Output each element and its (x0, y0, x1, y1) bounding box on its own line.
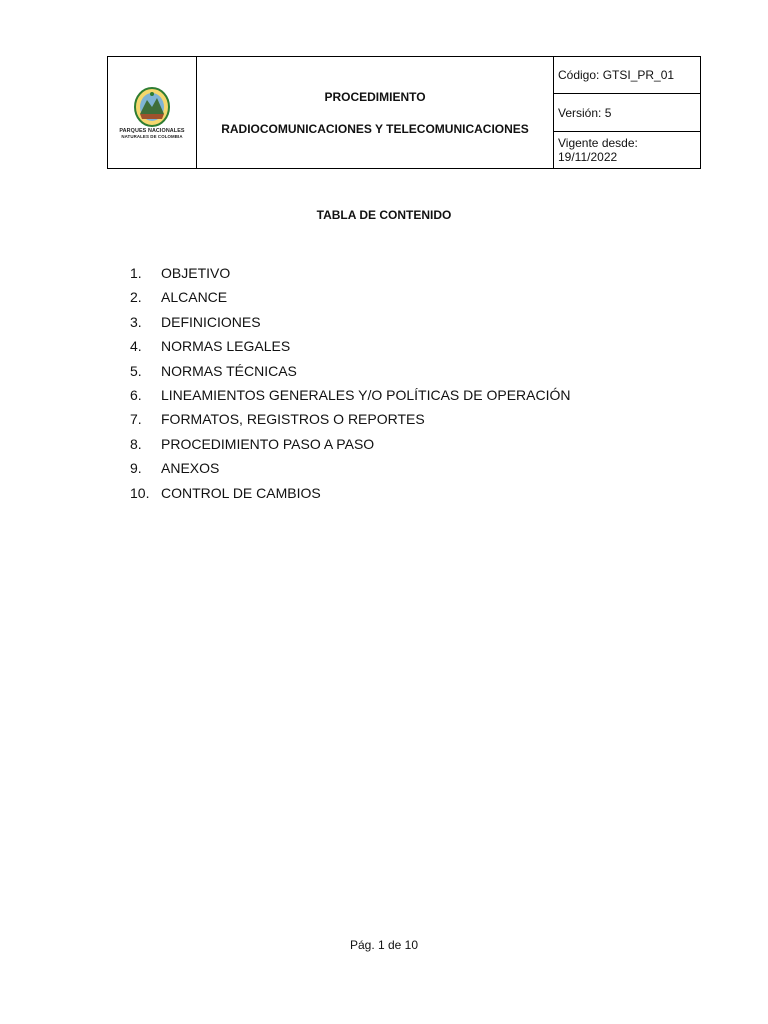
toc-item-label: NORMAS TÉCNICAS (161, 362, 297, 379)
parques-nacionales-logo-icon (132, 86, 172, 128)
document-title: RADIOCOMUNICACIONES Y TELECOMUNICACIONES (221, 121, 529, 136)
document-version: Versión: 5 (554, 94, 701, 132)
toc-item (130, 264, 570, 288)
logo-text-line2: NATURALES DE COLOMBIA (121, 133, 183, 139)
toc-item-number: 10. (130, 484, 150, 501)
toc-item (130, 288, 570, 312)
toc-item-label: OBJETIVO (161, 265, 231, 281)
toc-item-label: FORMATOS, REGISTROS O REPORTES (161, 411, 425, 428)
toc-item-number: 7. (130, 411, 142, 428)
document-valid-from: Vigente desde: 19/11/2022 (554, 132, 701, 169)
toc-item (130, 313, 570, 337)
toc-item-label: CONTROL DE CAMBIOS (161, 484, 321, 501)
toc-item (130, 386, 570, 410)
toc-item (130, 362, 570, 386)
toc-item-number: 5. (130, 362, 142, 379)
toc-item-number: 1. (130, 265, 142, 281)
toc-item (130, 435, 570, 459)
toc-item-label: PROCEDIMIENTO PASO A PASO (161, 435, 375, 452)
document-header (107, 56, 701, 169)
toc-item-label: NORMAS LEGALES (161, 338, 291, 355)
page-number: Pág. 1 de 10 (349, 938, 419, 952)
toc-item-number: 2. (130, 289, 142, 306)
document-code: Código: GTSI_PR_01 (554, 57, 701, 94)
toc-item-label: ANEXOS (161, 460, 220, 477)
toc-item (130, 337, 570, 361)
toc-item-label: ALCANCE (161, 289, 228, 306)
toc-item-number: 9. (130, 460, 142, 477)
title-cell (197, 57, 554, 169)
document-type: PROCEDIMIENTO (324, 89, 426, 104)
toc-item (130, 410, 570, 434)
toc-item-number: 8. (130, 435, 142, 452)
toc-item (130, 484, 570, 508)
logo-text-line1: PARQUES NACIONALES (119, 127, 185, 134)
toc-item (130, 459, 570, 483)
toc-item-label: DEFINICIONES (161, 313, 261, 330)
logo-cell (108, 57, 197, 169)
toc-item-number: 4. (130, 338, 142, 355)
toc-item-label: LINEAMIENTOS GENERALES Y/O POLÍTICAS DE OPERACIÓN (161, 386, 571, 403)
toc-title: TABLA DE CONTENIDO (316, 208, 452, 222)
table-of-contents (130, 264, 570, 508)
toc-item-number: 6. (130, 386, 142, 403)
toc-item-number: 3. (130, 313, 142, 330)
